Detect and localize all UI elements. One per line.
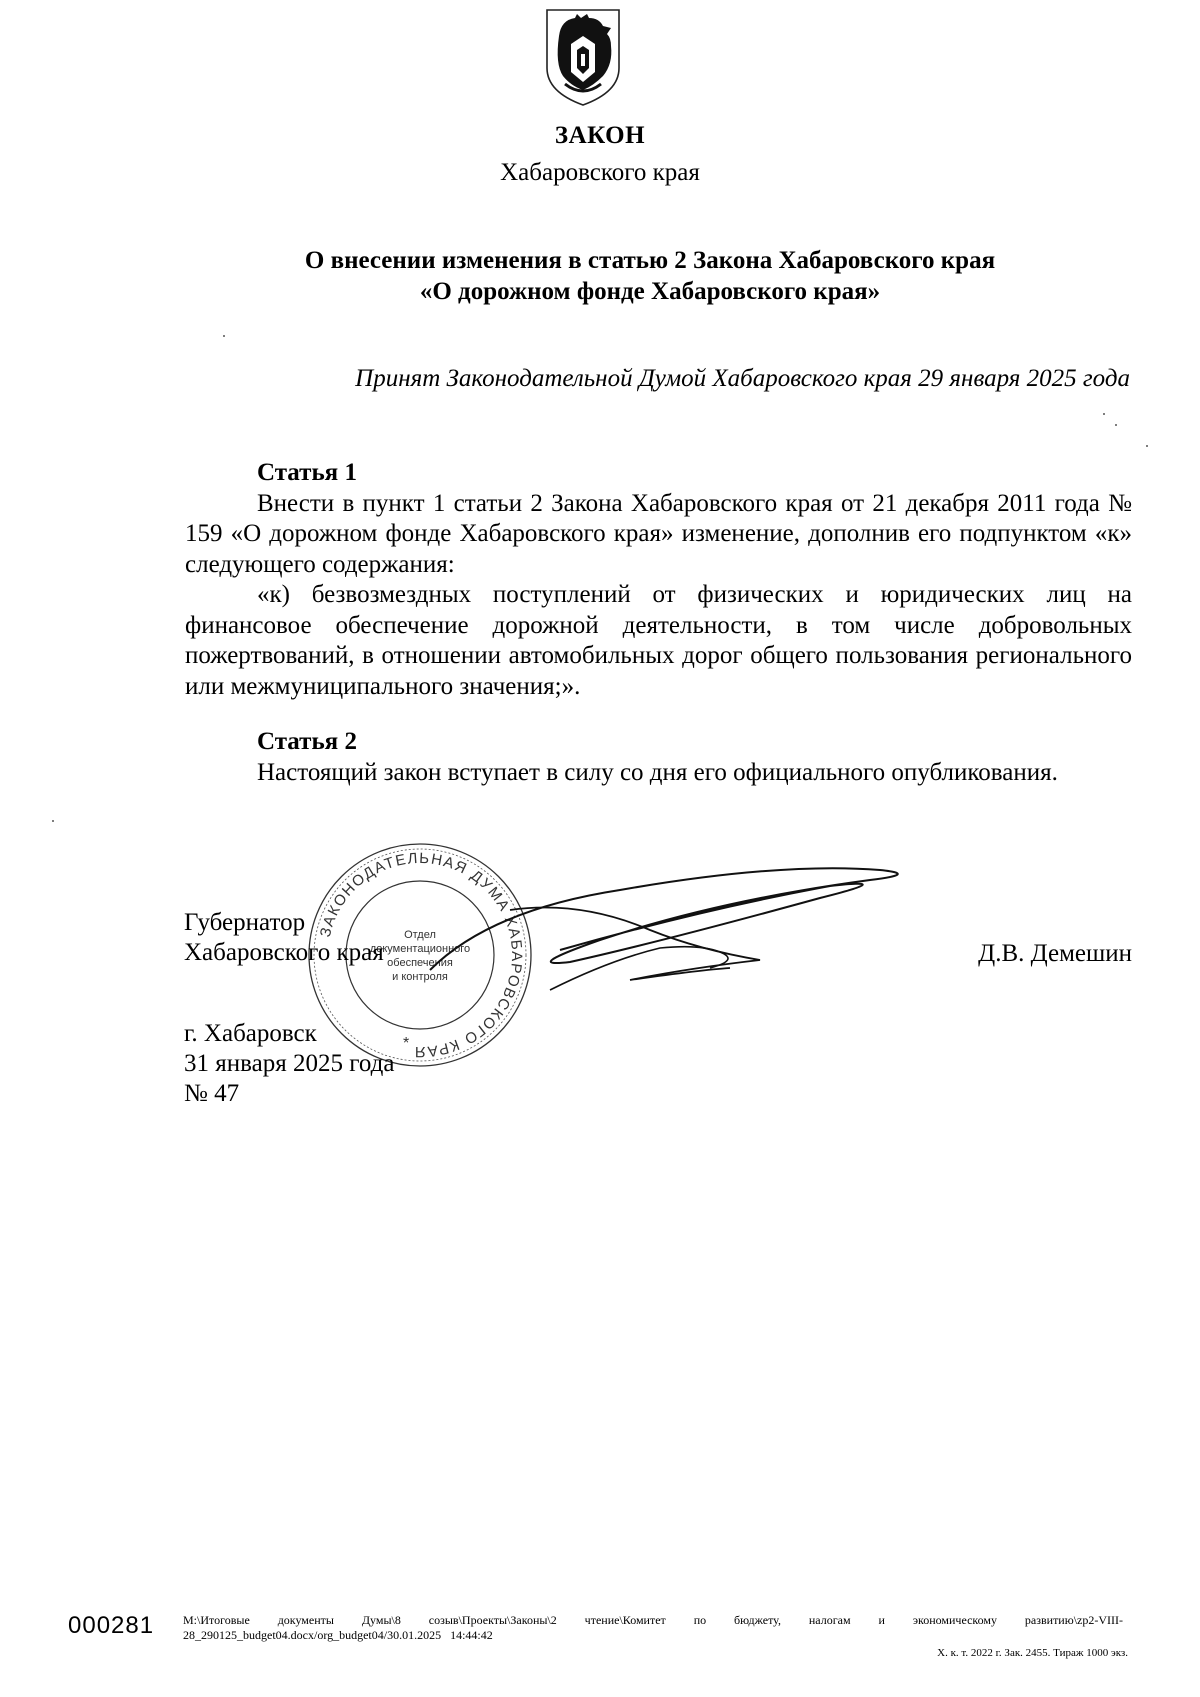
law-subject-line-2: «О дорожном фонде Хабаровского края»	[419, 278, 881, 305]
scan-speck	[1146, 445, 1148, 447]
scan-speck	[223, 335, 225, 337]
law-number: № 47	[184, 1080, 240, 1107]
svg-text:и контроля: и контроля	[392, 971, 448, 983]
place: г. Хабаровск	[184, 1020, 317, 1047]
signatory-name: Д.В. Демешин	[978, 940, 1132, 967]
scan-speck	[1103, 413, 1105, 415]
article-1	[185, 458, 1132, 702]
article-1-paragraph-1: Внести в пункт 1 статьи 2 Закона Хабаровского края от 21 декабря 2011 года № 159 «О дорожном фонде Хабаровского края» изменение, дополнив его подпунктом «к» следующего содержания:	[185, 489, 1132, 578]
svg-text:Отдел: Отдел	[404, 929, 436, 941]
signatory-position	[184, 908, 384, 968]
date: 31 января 2025 года	[184, 1050, 395, 1077]
scan-speck	[1115, 424, 1117, 426]
law-subject-line-1: О внесении изменения в статью 2 Закона Хабаровского края	[304, 247, 996, 274]
file-path: M:\Итоговые документы Думы\8 созыв\Проекты\Законы\2 чтение\Комитет по бюджету, налогам и экономическому развитию\zp2-VIII-28_290125_budget04.docx/org_budget04/30.01.2025 14:44:42	[183, 1613, 1123, 1642]
signatory-position-line-2: Хабаровского края	[184, 939, 384, 966]
law-title: ЗАКОН	[554, 122, 646, 149]
signatory-position-line-1: Губернатор	[184, 909, 306, 936]
svg-text:*: *	[403, 1035, 410, 1052]
handwritten-signature	[400, 850, 960, 1000]
svg-text:ЗАКОНОДАТЕЛЬНАЯ ДУМА ХАБАРОВСК: ЗАКОНОДАТЕЛЬНАЯ ДУМА ХАБАРОВСКОГО КРАЯ	[316, 849, 526, 1061]
place-and-date	[184, 1019, 394, 1109]
coat-of-arms-emblem	[541, 6, 625, 107]
article-1-heading: Статья 1	[257, 459, 357, 486]
svg-text:документационного: документационного	[369, 943, 471, 955]
article-2-paragraph-1: Настоящий закон вступает в силу со дня его официального опубликования.	[257, 758, 1058, 786]
law-region: Хабаровского края	[500, 159, 700, 186]
article-1-paragraph-2: «к) безвозмездных поступлений от физических и юридических лиц на финансовое обеспечение дорожной деятельности, в том числе добровольных пожертвований, в отношении автомобильных дорог общего пользования регионального или межмуниципального значения;».	[185, 581, 1132, 700]
adoption-note: Принят Законодательной Думой Хабаровского края 29 января 2025 года	[355, 365, 1130, 392]
scan-speck	[52, 820, 54, 822]
document-code: 000281	[68, 1612, 155, 1639]
print-info: Х. к. т. 2022 г. Зак. 2455. Тираж 1000 экз.	[937, 1647, 1128, 1659]
law-subject	[180, 245, 1120, 307]
article-2-heading: Статья 2	[257, 728, 357, 755]
svg-text:обеспечения: обеспечения	[387, 957, 453, 969]
article-2	[185, 727, 1132, 788]
